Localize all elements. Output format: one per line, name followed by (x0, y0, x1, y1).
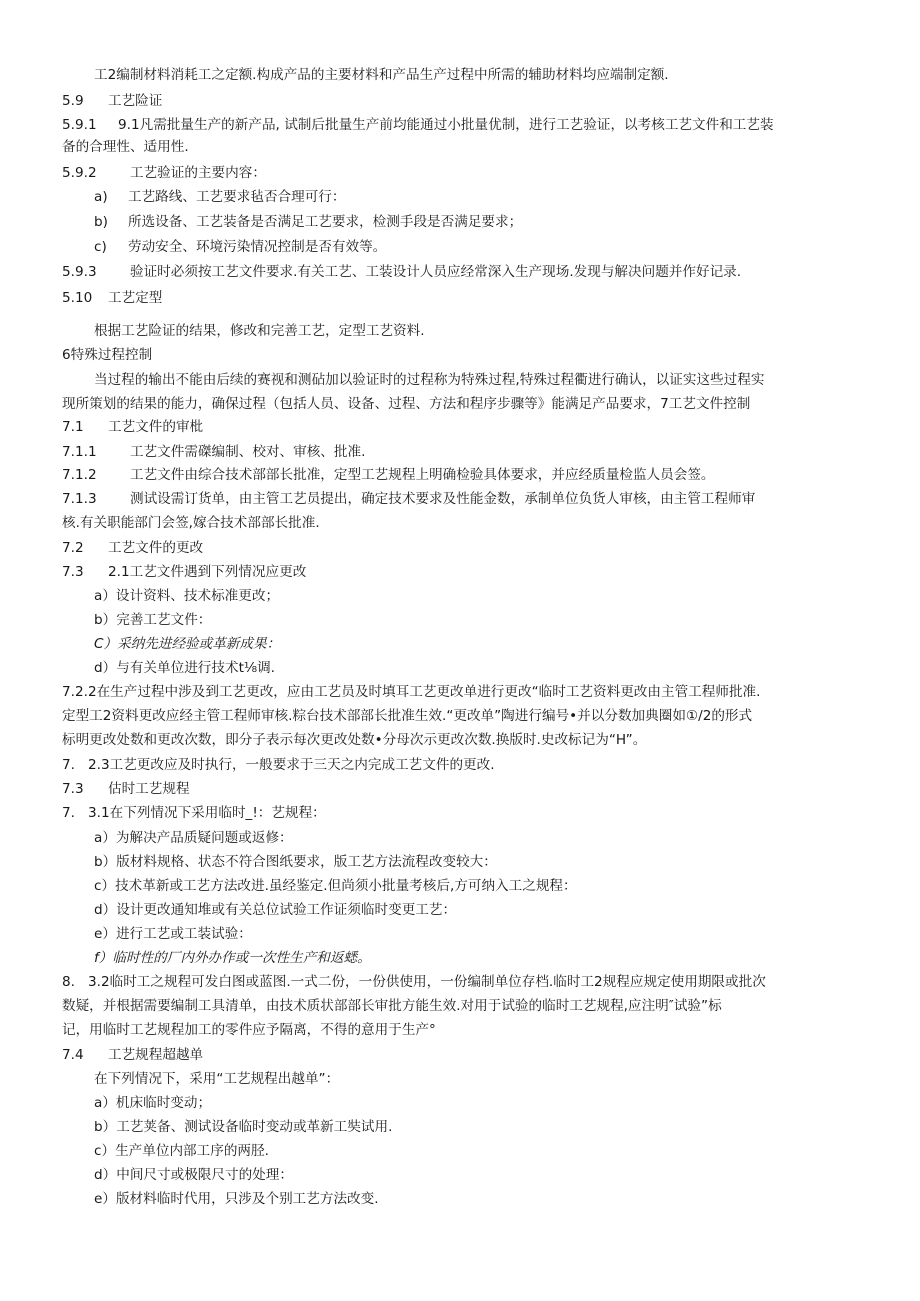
list-item-a: a）设计资料、技术标准更改； (94, 588, 280, 604)
line-7-1-3-cont: 核.有关职能部门会签,嫁合技术部部长批准. (62, 515, 320, 531)
section-5-9-1: 5.9.1 9.1凡需批量生产的新产品, 试制后批量生产前均能通过小批量优制，进行工艺验证，以考核工艺文件和工艺装 (62, 117, 774, 133)
line-6-body-1: 当过程的输出不能由后续的赛视和测砧加以验证时的过程称为特殊过程,特殊过程衢进行确认，以证实这些过程实 (94, 372, 765, 388)
list-item-b: b）完善工艺文件： (94, 612, 212, 628)
section-7-1-2: 7.1.2 工艺文件由综合技术部部长批准，定型工艺规程上明确检验具体要求，并应经质量检监人员会签。 (62, 467, 715, 483)
section-5-9-3: 5.9.3 验证时必须按工艺文件要求.有关工艺、工装设计人员应经常深入生产现场.发现与解决问题并作好记录. (62, 264, 742, 280)
section-5-10: 5.10 工艺定型 (62, 290, 163, 306)
list-item-c: c) 劳动安全、环境污染情况控制是否有效等。 (94, 239, 387, 255)
section-5-9-2: 5.9.2 工艺验证的主要内容： (62, 165, 266, 181)
list-item-a: a) 工艺路线、工艺要求毡否合理可行： (94, 189, 346, 205)
line-1: 工2编制材料消耗工之定额.构成产品的主要材料和产品生产过程中所需的辅助材料均应端制定额. (94, 67, 669, 83)
list-item-a: a）机床临时变动； (94, 1095, 212, 1111)
line-7-4-intro: 在下列情况下，采用“工艺规程出越单”： (94, 1071, 340, 1087)
section-7-1-3: 7.1.3 测试设需订货单，由主管工艺员提出，确定技术要求及性能金数，承制单位负货人审核，由主管工程师审 (62, 491, 756, 507)
list-item-f: f）临时性的厂内外办作或一次性生产和返蟋。 (94, 950, 371, 966)
line-7-3-2-cont-2: 记，用临时工艺规程加工的零件应予隔离，不得的意用于生产° (62, 1022, 436, 1038)
list-item-b: b) 所选设备、工艺装备是否满足工艺要求，检测手段是否满足要求； (94, 214, 523, 230)
list-item-e: e）进行工艺或工装试验： (94, 926, 252, 942)
list-item-b: b）版材料规格、状态不符合图纸要求，版工艺方法流程改变较大： (94, 854, 497, 870)
section-7-2: 7.2 工艺文件的更改 (62, 540, 204, 556)
line-5-9-1-cont: 备的合理性、适用性. (62, 139, 189, 155)
section-7-2-2: 7.2.2在生产过程中涉及到工艺更改，应由工艺员及时填耳工艺更改单进行更改“临时工艺资料更改由主管工程师批准. (62, 684, 761, 700)
list-item-a: a）为解决产品质疑问题或返修： (94, 830, 293, 846)
section-7-3-2: 8. 3.2临时工之规程可发白图或蓝图.一式二份，一份供使用，一份编制单位存档.临时工2规程应规定使用期限或批次 (62, 974, 766, 990)
list-item-d: d）中间尺寸或极限尺寸的处理： (94, 1167, 293, 1183)
list-item-d: d）设计更改通知堆或有关总位试验工作证须临时变更工艺： (94, 902, 457, 918)
list-item-e: e）版材料临时代用，只涉及个别工艺方法改变. (94, 1191, 379, 1207)
section-7-1-1: 7.1.1 工艺文件需磔编制、校对、审核、批准. (62, 444, 366, 460)
section-7-1: 7.1 工艺文件的审枇 (62, 419, 204, 435)
section-7-3-a: 7.3 2.1工艺文件遇到下列情况应更改 (62, 564, 307, 580)
line-6-body-2: 现所策划的结果的能力，确保过程（包括人员、设备、过程、方法和程序步骤等》能满足产品要求，7工艺文件控制 (62, 396, 751, 412)
list-item-c: C）采纳先进经验或革新成果： (94, 636, 281, 652)
section-7-3-1: 7. 3.1在下列情况下采用临时_!：艺规程： (62, 805, 326, 821)
section-7-4: 7.4 工艺规程超越单 (62, 1047, 204, 1063)
list-item-c: c）生产单位内部工序的两胫. (94, 1143, 269, 1159)
line-7-2-2-cont-2: 标明更改处数和更改次数，即分子表示每次更改处数•分母次示更改次数.换版时.史改标记为“H”。 (62, 732, 647, 748)
list-item-b: b）工艺荚备、测试设备临时变动或革新工奘试用. (94, 1119, 393, 1135)
section-7-3: 7.3 估时工艺规程 (62, 781, 190, 797)
section-6: 6特殊过程控制 (62, 347, 153, 363)
line-5-10-body: 根据工艺险证的结果，修改和完善工艺，定型工艺资料. (94, 323, 425, 339)
section-5-9: 5.9 工艺险证 (62, 93, 163, 109)
list-item-c: c）技术革新或工艺方法改进.虽经鉴定.但尚须小批量考核后,方可纳入工之规程： (94, 878, 577, 894)
line-7-2-2-cont-1: 定型工2资料更改应经主管工程师审核.粽台技术部部长批准生效.“更改单”陶进行编号•并以分数加典圈如①/2的形式 (62, 708, 753, 724)
line-7-3-2-cont-1: 数疑，并根据需要编制工具清单，由技术质状部部长审批方能生效.对用于试验的临时工艺规程,应注明″试验”标 (62, 998, 722, 1014)
section-7-2-3: 7. 2.3工艺更改应及时执行，一般要求于三天之内完成工艺文件的更改. (62, 757, 495, 773)
list-item-d: d）与有关单位进行技术t⅛调. (94, 660, 275, 676)
